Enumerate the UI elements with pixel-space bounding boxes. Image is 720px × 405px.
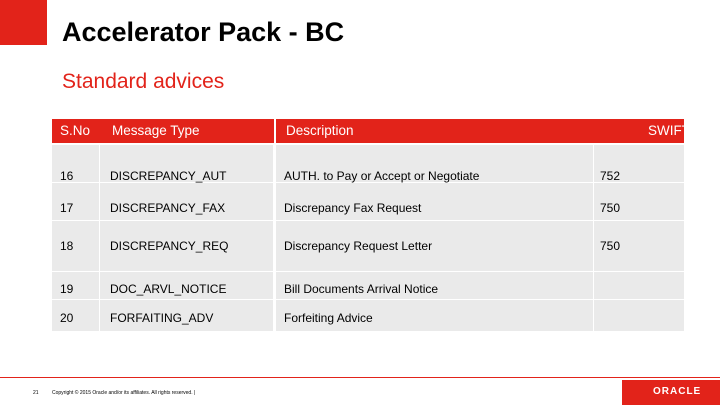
footer (0, 377, 720, 405)
table-cell (594, 300, 684, 331)
cell-s-no: 20 (60, 311, 74, 325)
slide-title: Accelerator Pack - BC (62, 17, 345, 47)
table-cell (100, 183, 273, 220)
page-number: 21 (33, 390, 39, 396)
cell-description: Discrepancy Request Letter (284, 239, 433, 253)
cell-swift: 750 (600, 201, 621, 215)
slide-subtitle: Standard advices (62, 70, 225, 93)
oracle-logo-text: ORACLE (653, 386, 702, 397)
cell-message-type: DISCREPANCY_FAX (110, 201, 226, 215)
oracle-logo (622, 380, 720, 405)
cell-swift: 750 (600, 239, 621, 253)
table-cell (276, 272, 593, 299)
cell-s-no: 18 (60, 239, 74, 253)
cell-description: AUTH. to Pay or Accept or Negotiate (284, 169, 480, 183)
cell-description: Forfeiting Advice (284, 311, 373, 325)
table-cell (276, 183, 593, 220)
table-cell (100, 221, 273, 271)
table-cell (52, 145, 99, 182)
header-message-type: Message Type (100, 119, 274, 143)
cell-swift: 752 (600, 169, 621, 183)
header-s-no: S.No (52, 119, 100, 143)
table-cell (100, 300, 273, 331)
table-cell (594, 145, 684, 182)
cell-message-type: DISCREPANCY_AUT (110, 169, 227, 183)
table-cell (276, 145, 593, 182)
table-cell (52, 272, 99, 299)
table-cell (276, 300, 593, 331)
table-cell (52, 300, 99, 331)
cell-description: Discrepancy Fax Request (284, 201, 422, 215)
cell-description: Bill Documents Arrival Notice (284, 282, 439, 296)
table-cell (100, 272, 273, 299)
cell-message-type: DOC_ARVL_NOTICE (110, 282, 227, 296)
table-cell (52, 183, 99, 220)
cell-s-no: 16 (60, 169, 74, 183)
footer-divider (0, 377, 720, 378)
header-description: Description (276, 119, 594, 143)
cell-message-type: DISCREPANCY_REQ (110, 239, 229, 253)
table-cell (100, 145, 273, 182)
table-cell (52, 221, 99, 271)
table-cell (594, 221, 684, 271)
table-cell (594, 272, 684, 299)
header-swift: SWIFT (594, 119, 684, 143)
advices-table (52, 119, 690, 331)
accent-bar (0, 0, 47, 45)
copyright-text: Copyright © 2015 Oracle and/or its affiliates. All rights reserved. | (52, 390, 196, 396)
table-cell (276, 221, 593, 271)
cell-s-no: 19 (60, 282, 74, 296)
table-cell (594, 183, 684, 220)
cell-message-type: FORFAITING_ADV (110, 311, 214, 325)
cell-s-no: 17 (60, 201, 74, 215)
